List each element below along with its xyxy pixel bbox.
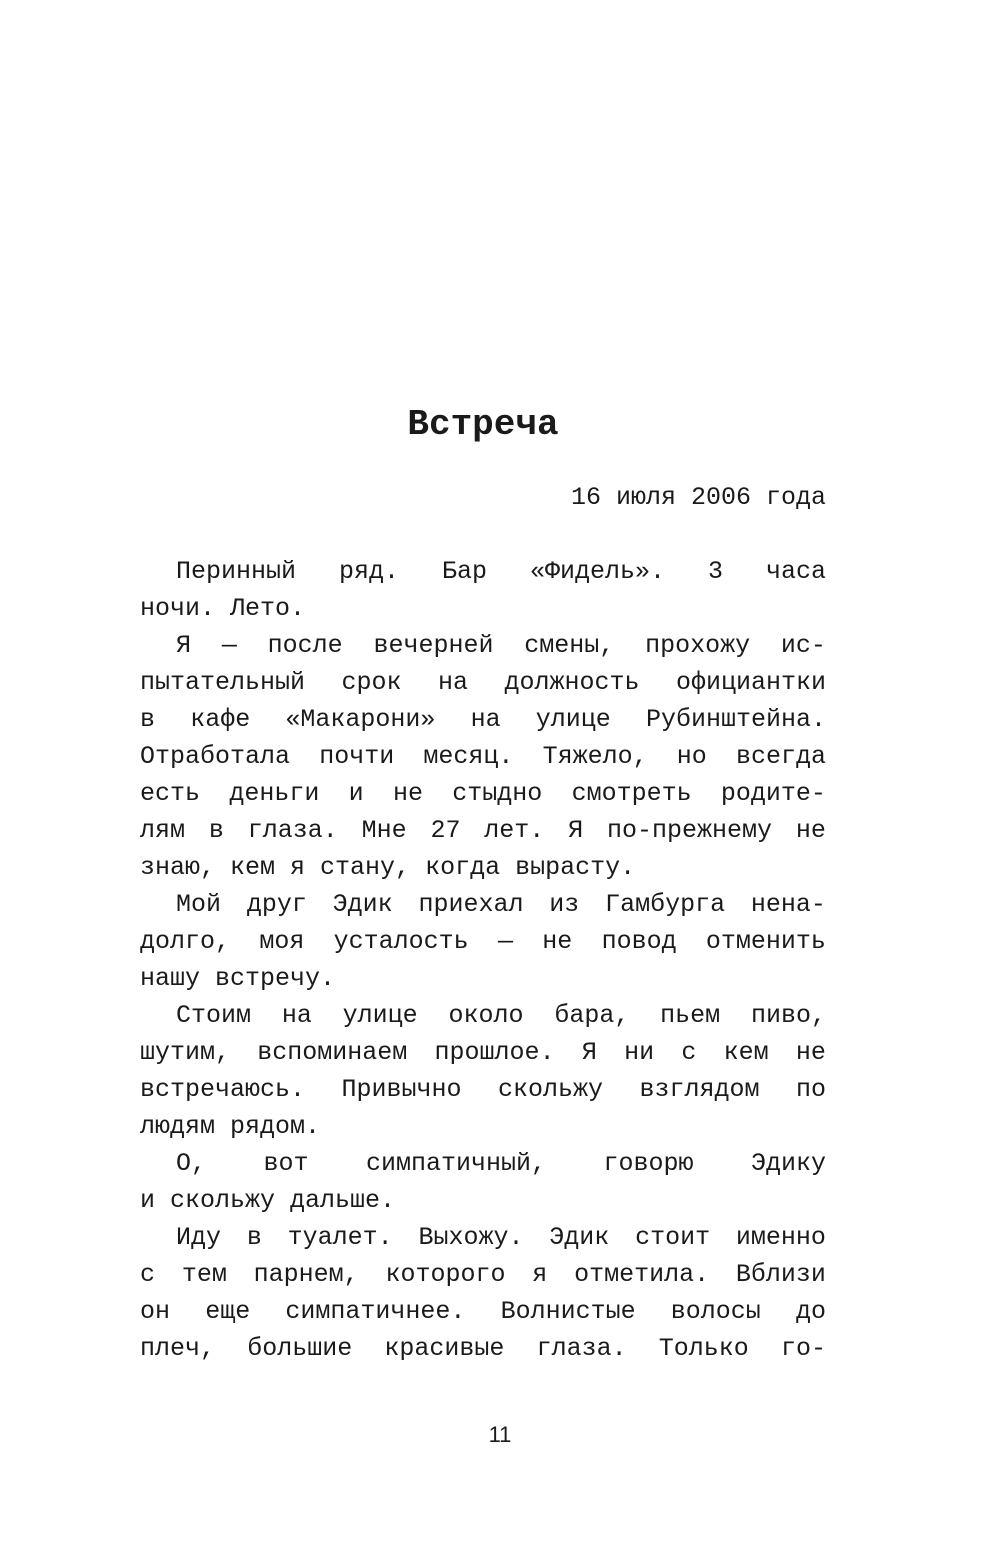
- word: глаза.: [247, 816, 338, 845]
- word: Тяжело,: [542, 742, 648, 771]
- word: Я: [581, 1038, 597, 1067]
- word: официантки: [675, 668, 826, 697]
- word: Эдику: [750, 1149, 826, 1178]
- word: большие: [247, 1334, 353, 1363]
- word: родите-: [720, 779, 826, 808]
- word: отметила.: [574, 1260, 710, 1289]
- text-line: [140, 1256, 826, 1293]
- text-line: [140, 664, 826, 701]
- word: и: [348, 779, 364, 808]
- word: ни: [624, 1038, 655, 1067]
- word: вспоминаем: [257, 1038, 408, 1067]
- word: кафе: [190, 705, 251, 734]
- word: бара,: [554, 1001, 630, 1030]
- word: но: [676, 742, 707, 771]
- text-line: [140, 960, 826, 997]
- word: знаю,: [140, 853, 216, 882]
- word: лям: [140, 816, 186, 845]
- word: Мой: [176, 890, 222, 919]
- word: из: [549, 890, 580, 919]
- word: 27: [430, 816, 461, 845]
- text-line: [140, 1219, 826, 1256]
- word: не: [795, 1038, 826, 1067]
- word: —: [221, 631, 237, 660]
- word: Иду: [176, 1223, 222, 1252]
- word: взглядом: [639, 1075, 760, 1104]
- word: в: [140, 705, 156, 734]
- word: приехал: [418, 890, 524, 919]
- word: шутим,: [140, 1038, 231, 1067]
- word: друг: [246, 890, 307, 919]
- word: с: [681, 1038, 697, 1067]
- word: всегда: [735, 742, 826, 771]
- chapter-date: 16 июля 2006 года: [570, 483, 826, 512]
- word: в: [208, 816, 224, 845]
- word: кем: [230, 853, 276, 882]
- word: Я: [568, 816, 584, 845]
- text-line: [140, 738, 826, 775]
- word: отменить: [705, 927, 826, 956]
- word: с: [140, 1260, 156, 1289]
- word: Эдик: [332, 890, 393, 919]
- word: до: [795, 1297, 826, 1326]
- word: стану,: [320, 853, 411, 882]
- word: усталость: [333, 927, 469, 956]
- word: ряд.: [339, 557, 400, 586]
- word: Выхожу.: [418, 1223, 524, 1252]
- word: лет.: [484, 816, 545, 845]
- word: 3: [707, 557, 723, 586]
- word: Лето.: [230, 594, 306, 623]
- word: я: [532, 1260, 548, 1289]
- word: симпатичный,: [365, 1149, 546, 1178]
- word: стыдно: [452, 779, 543, 808]
- word: О,: [176, 1149, 207, 1178]
- word: улице: [535, 705, 611, 734]
- word: ночи.: [140, 594, 216, 623]
- word: глаза.: [536, 1334, 627, 1363]
- word: —: [497, 927, 513, 956]
- text-line: [140, 923, 826, 960]
- word: прохожу: [645, 631, 751, 660]
- text-line: [140, 849, 826, 886]
- word: пытательный: [140, 668, 306, 697]
- word: срок: [341, 668, 402, 697]
- word: Бар: [441, 557, 487, 586]
- word: почти: [319, 742, 395, 771]
- word: именно: [735, 1223, 826, 1252]
- word: часа: [765, 557, 826, 586]
- word: пиво,: [750, 1001, 826, 1030]
- word: в: [246, 1223, 262, 1252]
- word: Рубинштейна.: [645, 705, 826, 734]
- word: по-прежнему: [607, 816, 773, 845]
- word: после: [267, 631, 343, 660]
- word: Только: [658, 1334, 749, 1363]
- text-line: [140, 1071, 826, 1108]
- word: вечерней: [373, 631, 494, 660]
- word: красивые: [384, 1334, 505, 1363]
- word: по: [795, 1075, 826, 1104]
- text-line: [140, 1034, 826, 1071]
- word: тем: [181, 1260, 227, 1289]
- word: пьем: [660, 1001, 721, 1030]
- word: есть: [140, 779, 201, 808]
- word: кем: [723, 1038, 769, 1067]
- chapter-title: Встреча: [407, 404, 559, 445]
- word: прошлое.: [434, 1038, 555, 1067]
- word: дальше.: [290, 1186, 396, 1215]
- word: Стоим: [176, 1001, 252, 1030]
- word: Волнистые: [500, 1297, 636, 1326]
- word: когда: [425, 853, 501, 882]
- word: рядом.: [230, 1112, 321, 1141]
- word: скольжу: [170, 1186, 276, 1215]
- word: на: [437, 668, 468, 697]
- word: на: [470, 705, 501, 734]
- word: долго,: [140, 927, 231, 956]
- word: «Фидель».: [529, 557, 665, 586]
- word: Я: [176, 631, 192, 660]
- text-line: [140, 775, 826, 812]
- word: людям: [140, 1112, 216, 1141]
- text-line: [140, 886, 826, 923]
- word: смены,: [524, 631, 615, 660]
- word: месяц.: [423, 742, 514, 771]
- word: говорю: [603, 1149, 694, 1178]
- word: вот: [263, 1149, 309, 1178]
- word: повод: [601, 927, 677, 956]
- text-line: [140, 997, 826, 1034]
- word: моя: [259, 927, 305, 956]
- word: на: [281, 1001, 312, 1030]
- word: нена-: [750, 890, 826, 919]
- word: парнем,: [253, 1260, 359, 1289]
- word: смотреть: [571, 779, 692, 808]
- text-line: [140, 1330, 826, 1367]
- text-line: [140, 1182, 826, 1219]
- word: он: [140, 1297, 171, 1326]
- word: Привычно: [341, 1075, 462, 1104]
- word: волосы: [670, 1297, 761, 1326]
- word: которого: [385, 1260, 506, 1289]
- word: не: [795, 816, 826, 845]
- word: Вблизи: [735, 1260, 826, 1289]
- word: плеч,: [140, 1334, 216, 1363]
- word: не: [542, 927, 573, 956]
- word: встречу.: [215, 964, 336, 993]
- text-line: [140, 812, 826, 849]
- word: туалет.: [287, 1223, 393, 1252]
- word: Мне: [361, 816, 407, 845]
- word: встречаюсь.: [140, 1075, 306, 1104]
- word: го-: [780, 1334, 826, 1363]
- word: и: [140, 1186, 156, 1215]
- text-line: [140, 553, 826, 590]
- word: Отработала: [140, 742, 291, 771]
- text-line: [140, 1108, 826, 1145]
- text-line: [140, 590, 826, 627]
- text-line: [140, 701, 826, 738]
- text-line: [140, 627, 826, 664]
- text-line: [140, 1145, 826, 1182]
- word: Эдик: [549, 1223, 610, 1252]
- word: около: [448, 1001, 524, 1030]
- word: Перинный: [176, 557, 297, 586]
- word: улице: [342, 1001, 418, 1030]
- word: «Макарони»: [285, 705, 436, 734]
- word: нашу: [140, 964, 201, 993]
- word: скольжу: [497, 1075, 603, 1104]
- word: стоит: [635, 1223, 711, 1252]
- word: не: [392, 779, 423, 808]
- body-text: [140, 553, 826, 1367]
- word: ис-: [780, 631, 826, 660]
- word: вырасту.: [515, 853, 636, 882]
- word: деньги: [229, 779, 320, 808]
- text-line: [140, 1293, 826, 1330]
- word: должность: [504, 668, 640, 697]
- word: симпатичнее.: [285, 1297, 466, 1326]
- page-number: 11: [488, 1422, 512, 1447]
- word: Гамбурга: [605, 890, 726, 919]
- word: еще: [205, 1297, 251, 1326]
- word: я: [290, 853, 306, 882]
